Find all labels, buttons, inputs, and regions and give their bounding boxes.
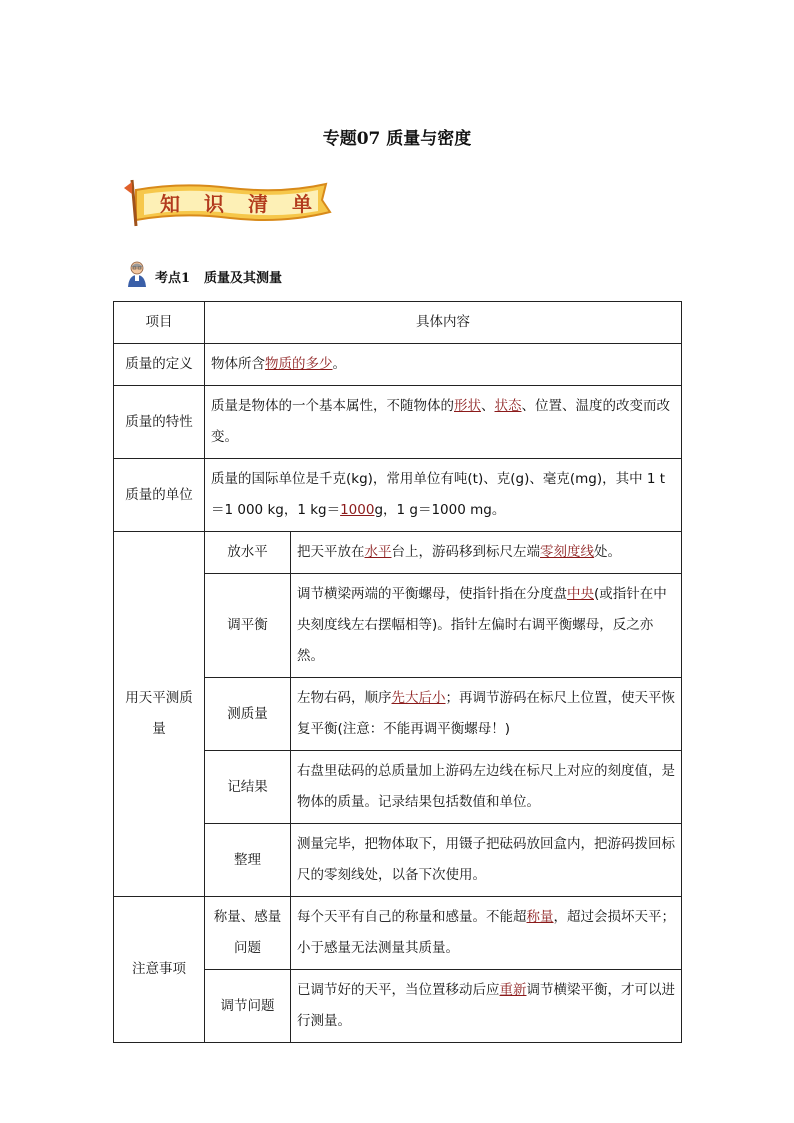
- content-text: 调节横梁两端的平衡螺母，使指针指在分度盘: [297, 586, 567, 602]
- row-item: 质量的特性: [114, 386, 205, 459]
- content-text: (或指针在中央刻度线左右摆幅相等)。指针左偏时右调平衡螺母，反之亦然。: [297, 586, 667, 664]
- step-content: [291, 824, 682, 897]
- content-text: 质量的国际单位是千克(kg)，常用单位有吨(t)、克(g)、毫克(mg)，其中 1 t＝1 000 kg，1 kg＝: [211, 471, 666, 518]
- header-item: 项目: [114, 302, 205, 344]
- highlighted-term: 状态: [494, 398, 522, 414]
- notes-group-label: 注意事项: [114, 897, 205, 1043]
- highlighted-term: 重新: [499, 982, 527, 998]
- highlighted-term: 零刻度线: [540, 544, 594, 560]
- banner-char-1: 知: [160, 192, 180, 216]
- row-item: 质量的单位: [114, 459, 205, 532]
- step-name: 整理: [205, 824, 291, 897]
- step-content: [291, 751, 682, 824]
- banner-char-3: 清: [248, 192, 268, 216]
- teacher-icon: [125, 261, 149, 287]
- row-content: [205, 459, 682, 532]
- highlighted-term: 1000: [340, 502, 375, 518]
- content-text: 质量是物体的一个基本属性，不随物体的: [211, 398, 454, 414]
- step-name: 调平衡: [205, 574, 291, 678]
- content-text: 右盘里砝码的总质量加上游码左边线在标尺上对应的刻度值，是物体的质量。记录结果包括数值和单位。: [297, 763, 675, 810]
- notes-group-row: [114, 897, 682, 970]
- header-content: 具体内容: [205, 302, 682, 344]
- content-text: 测量完毕，把物体取下，用镊子把砝码放回盒内，把游码拨回标尺的零刻线处，以备下次使用。: [297, 836, 675, 883]
- content-text: ；再调节游码在标尺上位置，使天平恢复平衡(注意：不能再调平衡螺母！): [297, 690, 675, 737]
- table-row: [114, 459, 682, 532]
- section-title: 质量及其测量: [204, 271, 283, 286]
- section-heading: [125, 261, 282, 287]
- content-text: 左物右码，顺序: [297, 690, 392, 706]
- step-content: [291, 678, 682, 751]
- highlighted-term: 称量: [526, 909, 554, 925]
- table-row: [114, 344, 682, 386]
- banner-flagpole: [132, 180, 136, 226]
- content-text: 每个天平有自己的称量和感量。不能超: [297, 909, 527, 925]
- highlighted-term: 形状: [454, 398, 481, 414]
- step-name: 测质量: [205, 678, 291, 751]
- step-name: 称量、感量问题: [205, 897, 291, 970]
- mass-measurement-table: [113, 301, 682, 1043]
- balance-group-row: [114, 532, 682, 574]
- banner-flag-icon: [124, 182, 132, 194]
- highlighted-term: 先大后小: [391, 690, 446, 706]
- content-text: 调节横梁平衡，才可以进行测量。: [297, 982, 675, 1029]
- page-title: 专题07 质量与密度: [322, 129, 472, 149]
- content-text: 、位置、温度的改变而改变。: [211, 398, 670, 445]
- step-name: 放水平: [205, 532, 291, 574]
- content-text: 已调节好的天平，当位置移动后应: [297, 982, 500, 998]
- content-text: 处。: [594, 544, 621, 560]
- content-text: 、: [481, 398, 495, 414]
- row-item: 质量的定义: [114, 344, 205, 386]
- row-content: [205, 386, 682, 459]
- content-text: 把天平放在: [297, 544, 365, 560]
- table-header-row: [114, 302, 682, 344]
- highlighted-term: 水平: [364, 544, 392, 560]
- balance-group-label: 用天平测质量: [114, 532, 205, 897]
- content-text: 。: [332, 356, 346, 372]
- banner-char-2: 识: [204, 192, 224, 216]
- content-text: 台上，游码移到标尺左端: [391, 544, 540, 560]
- content-text: g，1 g＝1000 mg。: [374, 502, 506, 518]
- step-content: [291, 574, 682, 678]
- knowledge-list-banner: [122, 178, 334, 228]
- step-content: [291, 970, 682, 1043]
- section-label: 考点1: [155, 271, 191, 286]
- step-name: 调节问题: [205, 970, 291, 1043]
- content-text: 物体所含: [211, 356, 265, 372]
- banner-char-4: 单: [292, 192, 312, 216]
- highlighted-term: 物质的多少: [265, 356, 333, 372]
- table-row: [114, 386, 682, 459]
- step-name: 记结果: [205, 751, 291, 824]
- content-text: ，超过会损坏天平；小于感量无法测量其质量。: [297, 909, 675, 956]
- step-content: [291, 532, 682, 574]
- row-content: [205, 344, 682, 386]
- step-content: [291, 897, 682, 970]
- highlighted-term: 中央: [567, 586, 594, 602]
